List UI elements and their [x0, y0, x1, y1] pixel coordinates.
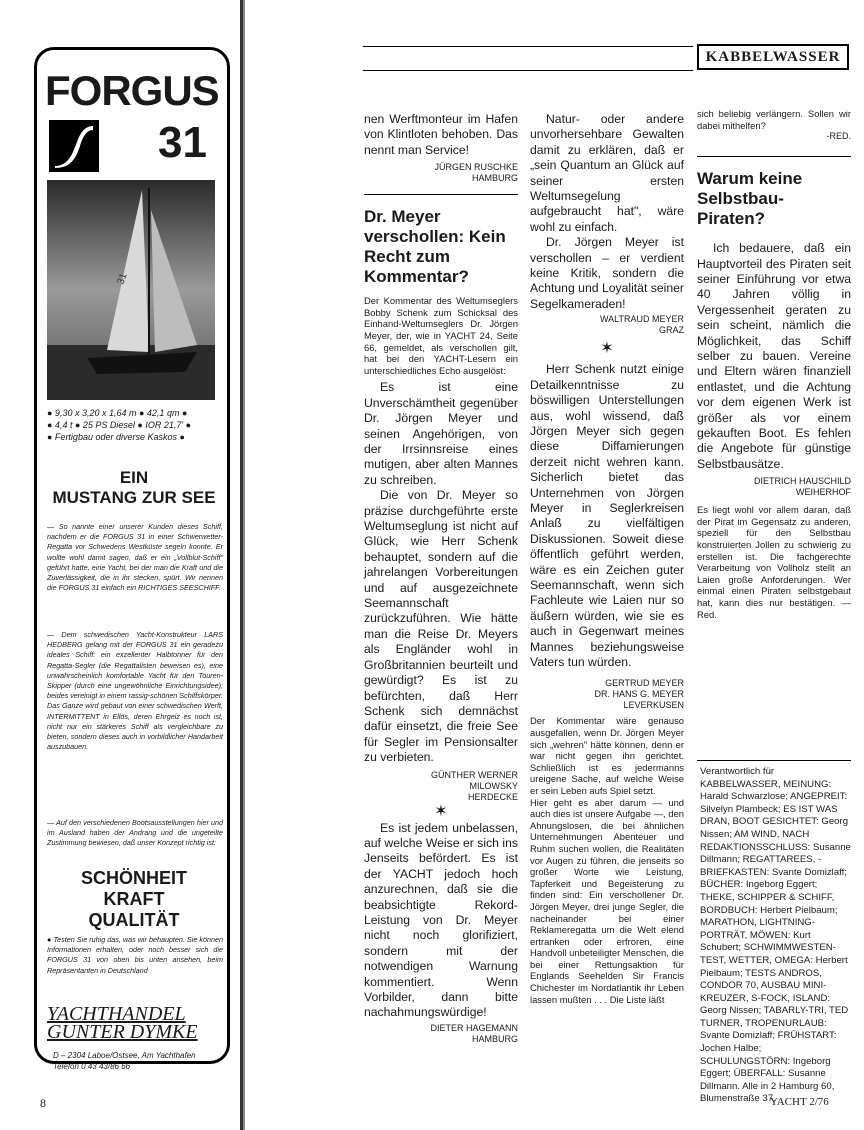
ad-headline: EIN MUSTANG ZUR SEE	[52, 468, 216, 507]
article-intro: Der Kommentar des Weltumseglers Bobby Schenk zum Schicksal des Einhand-Weltumseglers Dr. Jörgen Meyer, der, wie in YACHT 24, Seite 66, gemeldet, als verschollen gilt, hat bei den YACHT-Lesern ein unterschiedliches Echo ausgelöst:	[364, 295, 518, 376]
letter-signature: GÜNTHER WERNER MILOWSKY HERDECKE	[431, 769, 518, 802]
divider	[364, 194, 518, 195]
ad-slogan: SCHÖNHEIT KRAFT QUALITÄT	[80, 868, 187, 930]
reply-continuation: sich beliebig verlängern. Sollen wir dabei mithelfen?	[697, 108, 851, 131]
letter-paragraph: Natur- oder andere unvorhersehbare Gewalten damit zu erklären, daß er „sein Quantum an Glück auf seiner ersten Weltumsegelung aufgebraucht hat", wäre wohl zu einfach.	[530, 112, 684, 234]
divider	[697, 156, 851, 157]
letter-signature: WALTRAUD MEYER GRAZ	[599, 314, 684, 336]
imprint: Verantwortlich für KABBELWASSER, MEINUNG: Harald Schwarzlose; ANGEPREIT: Silvelyn Plambeck; ES IST WAS DRAN, BOOT GESICHTET: Georg Nissen; AM WIND, NACH REDAKTIONSSCHLUSS: Susanne Dillmann; REGATTAREES, -BRIEFKASTEN: Svante Domizlaff; BÜCHER: Ingeborg Eggert; THEKE, SCHIPPER & SCHIFF, BORDBUCH: Herbert Pielbaum; MARATHON, LIGHTNING-PORTRÄT, MÖWEN: Kurt Schubert; SCHWIMMWESTEN-TEST, WETTER, OMEGA: Herbert Pielbaum; TESTS ANDROS, CONDOR 70, AUSBAU MINI-KREUZER, S-FOCK, ISLAND: Georg Nissen; TABARLY-TRI, TED TURNER, TROPENURLAUB: Svante Domizlaff; FRÜHSTART: Jochen Halbe; SCHULUNGSTÖRN: Ingeborg Eggert; ÜBERFALL: Susanne Dillmann. Alle in 2 Hamburg 60, Blumenstraße 37.	[700, 766, 851, 1105]
letter-signature: GERTRUD MEYER DR. HANS G. MEYER LEVERKUSEN	[594, 678, 684, 711]
article-headline: Dr. Meyer verschollen: Kein Recht zum Kommentar?	[364, 207, 506, 287]
spec-line: ● Fertigbau oder diverse Kaskos ●	[47, 432, 185, 442]
page-gutter-shadow	[243, 0, 245, 1130]
page-footer: YACHT 2/76	[770, 1096, 829, 1108]
section-title: KABBELWASSER	[697, 44, 849, 70]
spec-line: ● 9,30 x 3,20 x 1,64 m ● 42,1 qm ●	[47, 408, 188, 418]
letter-continuation: nen Werftmonteur im Hafen von Klintloten behoben. Das nennt man Service!	[364, 112, 518, 157]
letter-signature: DIETRICH HAUSCHILD WEIHERHOF	[753, 476, 851, 498]
ad-paragraph: — Dem schwedischen Yacht-Konstrukteur LARS HEDBERG gelang mit der FORGUS 31 ein geradezu ideales Schiff: ein exzellenter Halbtonner für den Regatta-Segler (die Regattalisten beweisen es), eine unwahrscheinlich komfortable Yacht für den Touren-Skipper (durch eine ungewöhnliche Einrichtungsidee); beides vereinigt in einem rassig-schönen Schiffskörper. Das Ganze wird gebaut von einer schwedischen Werft, INTERMITTENT in Ellös, deren Ehrgeiz es noch ist, nicht nur ein stärkeres Schiff als vergleichbare zu bieten, sondern dieses auch in vorbildlicher Handarbeit auszubauen.	[47, 630, 223, 752]
letter-paragraph: Es ist jedem unbelassen, auf welche Weise er sich ins Jenseits befördert. Es ist der YACHT jedoch hoch anzurechnen, daß sie die beabsichtigte Rekord-Leistung von Dr. Meyer nicht noch glorifiziert, sondern mit der notwendigen Warnung kommentiert. Wenn Vorbilder, dann bitte nachahmungswürdige!	[364, 820, 518, 1020]
letter-paragraph: Es ist eine Unverschämtheit gegenüber Dr. Jörgen Meyer und seinen Angehörigen, von der Irrsinnsreise eines mutigen, aber alten Mannes zu schreiben.	[364, 380, 518, 487]
editor-reply: Es liegt wohl vor allem daran, daß der Pirat im Gegensatz zu anderen, speziell für den Selbstbau konstruierten Jollen zu schwierig zu erstellen ist. Die fachgerechte Verarbeitung von Vollholz stellt an Laien große Anforderungen. Wer einmal einen Piraten selbstgebaut hat, kann dies nur bestätigen. — Red.	[697, 504, 851, 620]
letter-paragraph: Die von Dr. Meyer so präzise durchgeführte erste Weltumseglung ist nicht auf Glück, wie Herr Schenk behauptet, sondern auf die jahrelangen Vorbereitungen und auf ausgezeichnete Seemannschaft zurückzuführen. Wie hätte man die Reise Dr. Meyers als Engländer wohl in Großbritannien beurteilt und gewürdigt? Es ist zu befürchten, daß Herr Schenk sich demnächst dafür einsetzt, die freie See für Segler im Pensionsalter zu verbieten.	[364, 488, 518, 765]
ad-specs	[47, 407, 221, 443]
sailboat-photo	[47, 180, 215, 400]
ad-paragraph: ● Testen Sie ruhig das, was wir behaupten. Sie können Informationen erhalten, oder noch besser sich die FORGUS 31 von oben bis unten ansehen, beim Repräsentanten in Deutschland	[47, 935, 223, 975]
letter-paragraph: Dr. Jörgen Meyer ist verschollen – er verdient keine Kritik, sondern die Achtung und Loyalität seiner Segelkameraden!	[530, 235, 684, 311]
column-1	[364, 112, 518, 1045]
forgus-advertisement	[34, 47, 230, 1071]
letter-signature: JÜRGEN RUSCHKE HAMBURG	[434, 162, 518, 184]
letter-paragraph: Ich bedauere, daß ein Hauptvorteil des Piraten seit seiner Einführung vor etwa 40 Jahren völlig in Vergessenheit geraten zu sein scheint, nämlich die Möglichkeit, das Schiff selber zu bauen. Vereine und Eltern wären finanziell entlastet, und die Achtung vor dem eigenen Werk ist größer als vor einem gekauften Boot. Es fehlen die Angebote für günstige Selbstbausätze.	[697, 241, 851, 471]
separator-star: ✶	[600, 340, 614, 358]
editor-reply: Der Kommentar wäre genauso ausgefallen, wenn Dr. Jörgen Meyer sich „wehren" hätte können, denn er war nicht gegen ihn gerichtet. Schließlich ist es jedermanns ureigene Sache, auf welche Weise er sein Leben aufs Spiel setzt. Hier geht es aber darum — und auch dies ist unsere Aufgabe —, den Ahnungslosen, die bei ähnlichen Unternehmungen Abenteuer und Ruhm suchen wollen, die Realitäten vor Augen zu führen, die jenseits so großer Worte wie Leistung, Tapferkeit und Begeisterung zu finden sind: Ein verschollener Dr. Jörgen Meyer, drei junge Segler, die nacheinander bei einer Reklameregatta um die Welt elend ertranken oder erfroren, eine Handvoll unbeteiligter Menschen, die bei einer Rettungsaktion für Englands Seehelden Sir Francis Chichester im Nordatlantik ihr Leben lassen mußten . . . Die Liste läßt	[530, 715, 684, 1005]
header-rule	[363, 70, 693, 71]
header-rule	[363, 46, 693, 47]
ad-paragraph: — Auf den verschiedenen Bootsausstellungen hier und im Ausland haben der Andrang und die ungeteilte Zustimmung bewiesen, daß unser Konzept richtig ist:	[47, 818, 223, 848]
page-number: 8	[40, 1096, 46, 1110]
column-3	[697, 108, 851, 620]
spec-line: ● 4,4 t ● 25 PS Diesel ● IOR 21,7' ●	[47, 420, 192, 430]
ad-model-number: 31	[158, 118, 207, 167]
letter-signature: DIETER HAGEMANN HAMBURG	[430, 1022, 518, 1044]
ad-brand: FORGUS	[45, 67, 219, 114]
forgus-logo-icon	[51, 122, 97, 170]
letter-paragraph: Herr Schenk nutzt einige Detailkenntnisse zu böswilligen Unterstellungen aus, wohl wissend, daß Jörgen Meyer sich gegen diese Diffamierungen derzeit nicht wehren kann. Sicherlich bietet das Unternehmen von Jörgen Meyer in Seglerkreisen Anlaß zu vielfältigen Diskussionen. Soweit diese öffentlich geführt werden, wäre es ein Zeichen guter Seemannschaft, wenn sich Fachleute wie Laien nur so äußern würden, wie sie es auch in Gegenwart meines Mannes beziehungsweise Vaters tun würden.	[530, 362, 684, 669]
svg-text:31: 31	[115, 271, 130, 287]
ad-paragraph: — So nannte einer unserer Kunden dieses Schiff, nachdem er die FORGUS 31 in einer Schwerwetter-Regatta vor Schwedens Westküste segeln konnte. Er wollte wohl damit sagen, daß er ein „Vollblut-Schiff" geführt hatte, eine Yacht, bei der man die Kraft und die Zuverlässigkeit, die in ihr stecken, spürt. Wir nennen die FORGUS 31 einfach ein RICHTIGES SEESCHIFF.	[47, 522, 223, 593]
editor-mark: -RED.	[826, 131, 851, 142]
dealer-address: D – 2304 Laboe/Ostsee, Am Yachthafen Telefon 0 43 43/86 66	[53, 1051, 196, 1071]
separator-star: ✶	[434, 802, 448, 820]
column-2	[530, 112, 684, 1005]
imprint-rule	[697, 760, 851, 761]
article-headline: Warum keine Selbstbau-Piraten?	[697, 169, 803, 229]
dealer-logo: YACHTHANDEL GÜNTER DYMKE	[47, 1003, 198, 1043]
